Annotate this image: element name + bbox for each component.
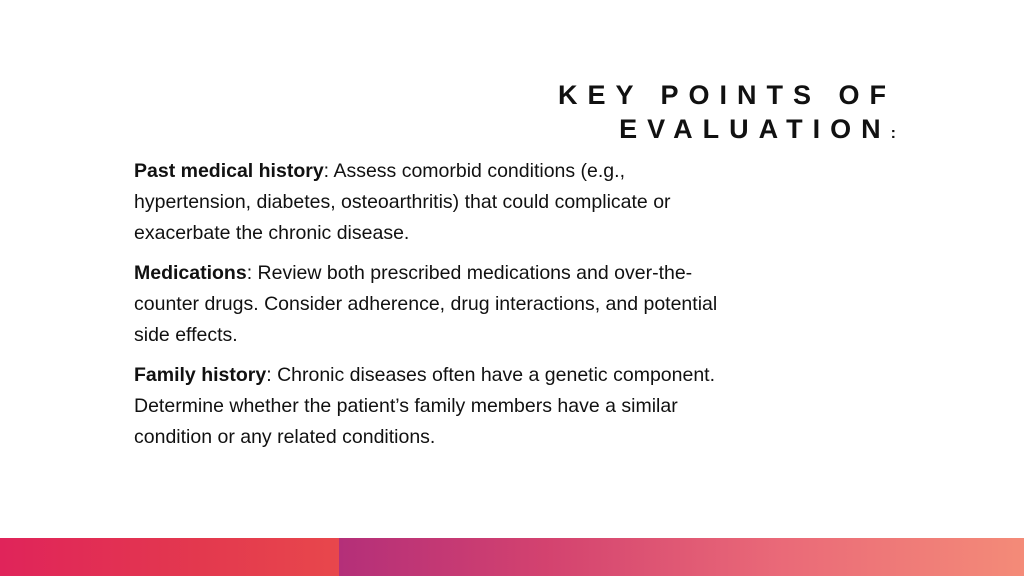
footer-accent-bar-right [339,538,1024,576]
item-separator: : [246,262,258,284]
title-line-1: KEY POINTS OF [557,80,896,110]
bullet-list [134,156,734,462]
list-item-family-history [134,360,734,453]
item-separator: : [323,160,334,182]
item-term: Family history [134,364,267,386]
title-line-2-text: EVALUATION [619,114,891,144]
title-line-2 [376,112,896,151]
footer-accent-bar-left [0,538,339,576]
list-item-past-medical-history [134,156,734,249]
item-text: Chronic diseases often have a genetic component. Determine whether the patient’s family members have a similar condition or any related conditions. [134,364,716,448]
item-term: Past medical history [134,160,324,182]
list-item-medications [134,258,734,351]
item-separator: : [266,364,278,386]
title-colon: : [890,125,896,142]
item-term: Medications [134,262,247,284]
slide-title [376,78,896,151]
item-text: Assess comorbid conditions (e.g., hypertension, diabetes, osteoarthritis) that could complicate or exacerbate the chronic disease. [134,160,671,244]
item-text: Review both prescribed medications and over-the-counter drugs. Consider adherence, drug interactions, and potential side effects. [134,262,718,346]
